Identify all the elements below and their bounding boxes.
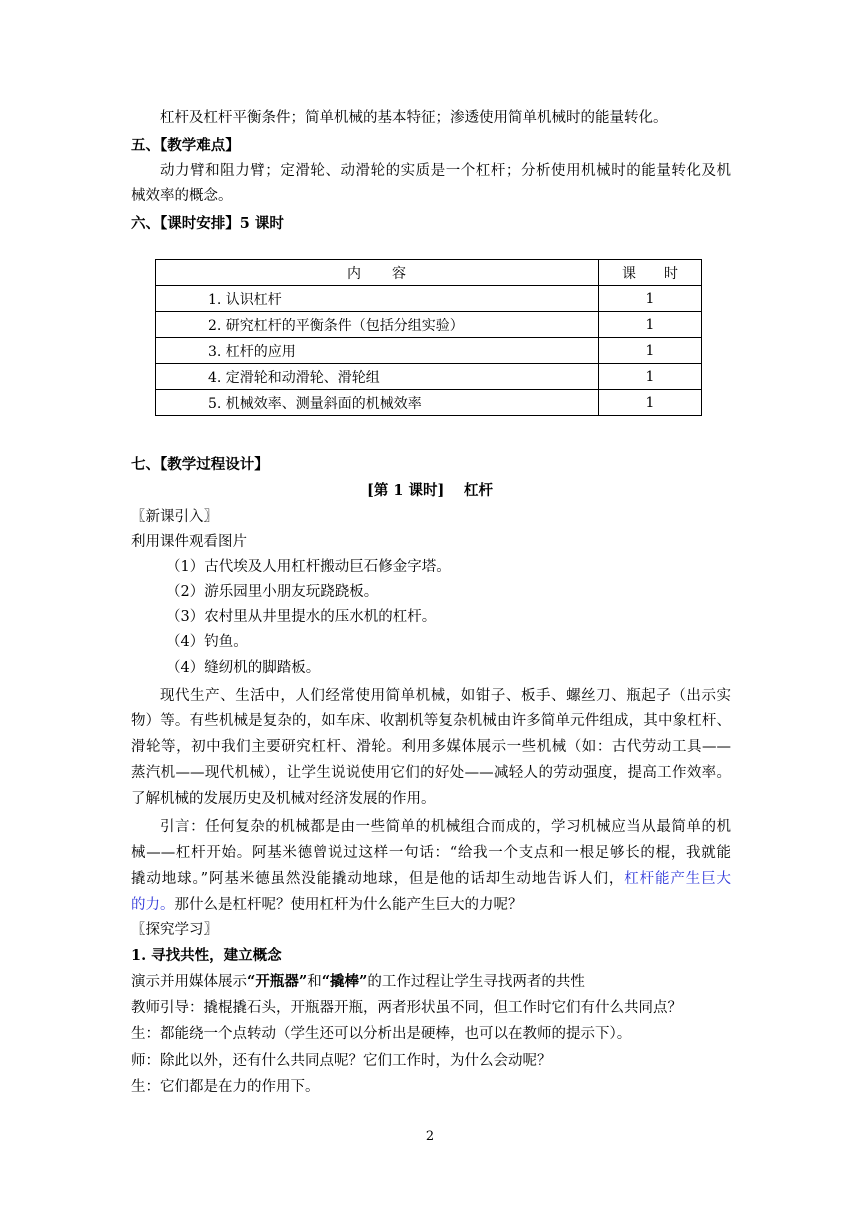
- paragraph-line: 滑轮等，初中我们主要研究杠杆、滑轮。利用多媒体展示一些机械（如：古代劳动工具——: [131, 739, 731, 755]
- paragraph-line: 现代生产、生活中，人们经常使用简单机械，如钳子、板手、螺丝刀、瓶起子（出示实: [160, 688, 731, 704]
- row-hours: 1: [599, 312, 702, 338]
- demo-term: “开瓶器”: [247, 973, 308, 990]
- table-row: [156, 286, 702, 312]
- table-row: [156, 312, 702, 338]
- header-content: 内 容: [156, 260, 599, 286]
- demo-text: 和: [307, 974, 322, 990]
- paragraph-line: [131, 869, 731, 889]
- section6-heading: 六、【课时安排】5 课时: [131, 215, 284, 232]
- table-row: [156, 338, 702, 364]
- paragraph-line: 引言：任何复杂的机械都是由一些简单的机械组合而成的，学习机械应当从最简单的机: [160, 819, 731, 835]
- list-item: （4）钓鱼。: [166, 634, 248, 650]
- row-content: 2. 研究杠杆的平衡条件（包括分组实验）: [156, 312, 599, 338]
- new-lesson-heading: 〖新课引入〗: [131, 509, 218, 525]
- section7-heading: 七、【教学过程设计】: [131, 456, 269, 473]
- list-item: （1）古代埃及人用杠杆搬动巨石修金字塔。: [166, 559, 451, 575]
- list-item: （3）农村里从井里提水的压水机的杠杆。: [166, 609, 437, 625]
- dialogue-line: 生：都能绕一个点转动（学生还可以分析出是硬棒，也可以在教师的提示下）。: [131, 1026, 632, 1042]
- row-content: 1. 认识杠杆: [156, 286, 599, 312]
- paragraph-line: 蒸汽机——现代机械），让学生说说使用它们的好处——减轻人的劳动强度，提高工作效率。: [131, 765, 731, 781]
- list-item: （4）缝纫机的脚踏板。: [166, 660, 321, 676]
- schedule-table: [155, 259, 702, 416]
- header-hours: 课 时: [599, 260, 702, 286]
- row-content: 3. 杠杆的应用: [156, 338, 599, 364]
- section5-line: 械效率的概念。: [131, 188, 233, 204]
- dialogue-line: 教师引导：撬棍撬石头，开瓶器开瓶，两者形状虽不同，但工作时它们有什么共同点？: [131, 1000, 682, 1016]
- demo-line: [131, 972, 731, 992]
- highlighted-text: 杠杆能产生巨大: [624, 871, 731, 887]
- row-hours: 1: [599, 286, 702, 312]
- dialogue-line: 生：它们都是在力的作用下。: [131, 1079, 320, 1095]
- section5-heading: 五、【教学难点】: [131, 137, 240, 154]
- paragraph-text: 那什么是杠杆呢？使用杠杆为什么能产生巨大的力呢？: [174, 897, 523, 913]
- row-content: 5. 机械效率、测量斜面的机械效率: [156, 390, 599, 416]
- demo-term: “撬棒”: [321, 973, 368, 990]
- row-content: 4. 定滑轮和动滑轮、滑轮组: [156, 364, 599, 390]
- explore-heading: 〖探究学习〗: [131, 922, 218, 938]
- table-row: [156, 364, 702, 390]
- table-row: [156, 390, 702, 416]
- paragraph-text: 撬动地球。”阿基米德虽然没能撬动地球，但是他的话却生动地告诉人们，: [131, 871, 625, 887]
- paragraph-line: [131, 895, 731, 915]
- page-number: 2: [425, 1129, 435, 1144]
- highlighted-text: 的力。: [131, 897, 175, 913]
- intro-line: 杠杆及杠杆平衡条件；简单机械的基本特征；渗透使用简单机械时的能量转化。: [160, 110, 668, 126]
- list-item: （2）游乐园里小朋友玩跷跷板。: [166, 584, 379, 600]
- row-hours: 1: [599, 338, 702, 364]
- dialogue-line: 师：除此以外，还有什么共同点呢？它们工作时，为什么会动呢？: [131, 1053, 552, 1069]
- demo-text: 演示并用媒体展示: [131, 974, 247, 990]
- section5-line: 动力臂和阻力臂；定滑轮、动滑轮的实质是一个杠杆；分析使用机械时的能量转化及机: [160, 163, 731, 179]
- demo-text: 的工作过程让学生寻找两者的共性: [367, 974, 585, 990]
- row-hours: 1: [599, 390, 702, 416]
- lesson-title: [第 1 课时] 杠杆: [367, 482, 493, 499]
- table-header-row: [156, 260, 702, 286]
- paragraph-line: 了解机械的发展历史及机械对经济发展的作用。: [131, 791, 436, 807]
- paragraph-line: 械——杠杆开始。阿基米德曾说过这样一句话：“给我一个支点和一根足够长的棍，我就能: [131, 845, 731, 861]
- new-lesson-lead: 利用课件观看图片: [131, 534, 247, 550]
- paragraph-line: 物）等。有些机械是复杂的，如车床、收割机等复杂机械由许多简单元件组成，其中象杠杆、: [131, 713, 731, 729]
- row-hours: 1: [599, 364, 702, 390]
- explore-subheading: 1. 寻找共性，建立概念: [131, 947, 282, 964]
